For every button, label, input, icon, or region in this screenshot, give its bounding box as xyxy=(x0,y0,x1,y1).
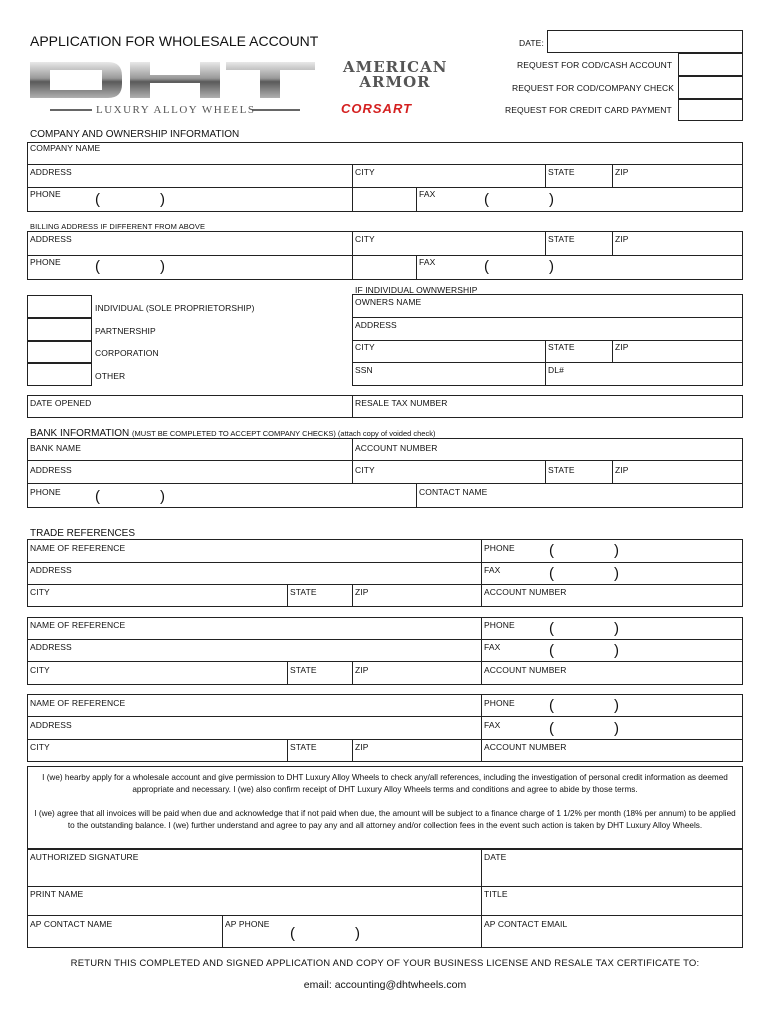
trade-3-city-label: CITY xyxy=(30,742,50,752)
trade-1-zip-label: ZIP xyxy=(355,587,369,597)
company-address-label: ADDRESS xyxy=(30,167,72,177)
billing-fax-paren-close: ) xyxy=(549,258,554,275)
signature-date-label: DATE xyxy=(484,852,507,862)
trade-2-name-label: NAME OF REFERENCE xyxy=(30,620,126,630)
bank-state-label: STATE xyxy=(548,465,575,475)
billing-phone-label: PHONE xyxy=(30,257,61,267)
billing-zip-label: ZIP xyxy=(615,234,629,244)
owner-city-label: CITY xyxy=(355,342,375,352)
page-title: APPLICATION FOR WHOLESALE ACCOUNT xyxy=(30,33,319,49)
trade-2-fax-paren-open: ( xyxy=(549,642,554,659)
trade-1-fax-paren-open: ( xyxy=(549,565,554,582)
trade-2-phone-paren-close: ) xyxy=(614,620,619,637)
ownership-other-checkbox[interactable] xyxy=(27,363,92,386)
trade-3-phone-label: PHONE xyxy=(484,698,515,708)
owner-address-label: ADDRESS xyxy=(355,320,397,330)
bank-phone-label: PHONE xyxy=(30,487,61,497)
bank-city-label: CITY xyxy=(355,465,375,475)
bank-address-label: ADDRESS xyxy=(30,465,72,475)
trade-section-title: TRADE REFERENCES xyxy=(30,528,136,539)
trade-3-address-label: ADDRESS xyxy=(30,720,72,730)
dht-logo-tagline: LUXURY ALLOY WHEELS xyxy=(96,104,256,116)
billing-fax-paren-open: ( xyxy=(484,258,489,275)
request-credit-card-label: REQUEST FOR CREDIT CARD PAYMENT xyxy=(505,105,672,115)
trade-3-fax-paren-open: ( xyxy=(549,720,554,737)
ap-contact-email-label: AP CONTACT EMAIL xyxy=(484,919,568,929)
company-fax-label: FAX xyxy=(419,189,436,199)
trade-3-account-label: ACCOUNT NUMBER xyxy=(484,742,567,752)
trade-3-zip-label: ZIP xyxy=(355,742,369,752)
trade-2-phone-label: PHONE xyxy=(484,620,515,630)
owners-name-label: OWNERS NAME xyxy=(355,297,422,307)
request-cod-cash-checkbox[interactable] xyxy=(678,53,743,76)
company-fax-paren-close: ) xyxy=(549,191,554,208)
company-fax-paren-open: ( xyxy=(484,191,489,208)
trade-1-phone-paren-open: ( xyxy=(549,542,554,559)
trade-1-fax-paren-close: ) xyxy=(614,565,619,582)
trade-2-zip-label: ZIP xyxy=(355,665,369,675)
bank-account-label: ACCOUNT NUMBER xyxy=(355,443,438,453)
ap-phone-paren-open: ( xyxy=(290,925,295,942)
american-armor-logo xyxy=(343,60,447,90)
ap-phone-label: AP PHONE xyxy=(225,919,270,929)
billing-state-label: STATE xyxy=(548,234,575,244)
trade-3-fax-paren-close: ) xyxy=(614,720,619,737)
request-cod-company-checkbox[interactable] xyxy=(678,76,743,99)
trade-2-state-label: STATE xyxy=(290,665,317,675)
individual-ownership-title: IF INDIVIDUAL OWNWERSHIP xyxy=(355,285,478,295)
billing-phone-paren-open: ( xyxy=(95,258,100,275)
bank-phone-paren-close: ) xyxy=(160,488,165,505)
trade-1-phone-label: PHONE xyxy=(484,543,515,553)
american-armor-line2: ARMOR xyxy=(359,73,431,91)
ap-phone-paren-close: ) xyxy=(355,925,360,942)
signature-block xyxy=(27,849,743,948)
trade-2-phone-paren-open: ( xyxy=(549,620,554,637)
trade-1-state-label: STATE xyxy=(290,587,317,597)
owner-state-label: STATE xyxy=(548,342,575,352)
authorized-signature-label: AUTHORIZED SIGNATURE xyxy=(30,852,139,862)
ap-contact-name-label: AP CONTACT NAME xyxy=(30,919,113,929)
ownership-other-label: OTHER xyxy=(95,371,126,381)
trade-2-city-label: CITY xyxy=(30,665,50,675)
bank-name-label: BANK NAME xyxy=(30,443,81,453)
trade-2-fax-label: FAX xyxy=(484,642,501,652)
return-instructions: RETURN THIS COMPLETED AND SIGNED APPLICATION AND COPY OF YOUR BUSINESS LICENSE AND RESALE TAX CERTIFICATE TO: xyxy=(70,958,700,969)
trade-1-phone-paren-close: ) xyxy=(614,542,619,559)
return-email: email: accounting@dhtwheels.com xyxy=(303,979,467,991)
bank-contact-label: CONTACT NAME xyxy=(419,487,488,497)
billing-phone-paren-close: ) xyxy=(160,258,165,275)
billing-city-label: CITY xyxy=(355,234,375,244)
trade-2-account-label: ACCOUNT NUMBER xyxy=(484,665,567,675)
request-cod-company-label: REQUEST FOR COD/COMPANY CHECK xyxy=(512,83,675,93)
corsart-logo: CORSART xyxy=(341,101,413,116)
print-name-label: PRINT NAME xyxy=(30,889,84,899)
trade-1-account-label: ACCOUNT NUMBER xyxy=(484,587,567,597)
bank-phone-paren-open: ( xyxy=(95,488,100,505)
date-opened-label: DATE OPENED xyxy=(30,398,92,408)
owner-dl-label: DL# xyxy=(548,365,564,375)
request-credit-card-checkbox[interactable] xyxy=(678,99,743,121)
trade-2-fax-paren-close: ) xyxy=(614,642,619,659)
request-cod-cash-label: REQUEST FOR COD/CASH ACCOUNT xyxy=(517,60,673,70)
terms-paragraph-2: I (we) agree that all invoices will be paid when due and acknowledge that if not paid when due, the amount will be subject to a finance charge of 1 1/2% per month (18% per annum) to be applied to the outstanding balance. I (we) further understand and agree to pay any and all attorney and/or collection fees in the event such action is taken by DHT Luxury Alloy Wheels. xyxy=(34,809,736,830)
trade-1-fax-label: FAX xyxy=(484,565,501,575)
billing-section-title: BILLING ADDRESS IF DIFFERENT FROM ABOVE xyxy=(30,222,206,231)
terms-paragraph-1: I (we) hearby apply for a wholesale account and give permission to DHT Luxury Alloy Wheels to check any/all references, including the investigation of personal credit information as deemed appropriate and necessary. I (we) also confirm receipt of DHT Luxury Alloy Wheels terms and conditions and agree to abide by those terms. xyxy=(42,773,728,794)
trade-3-state-label: STATE xyxy=(290,742,317,752)
american-armor-line1: AMERICAN xyxy=(343,58,448,76)
date-field[interactable] xyxy=(547,30,743,53)
trade-1-city-label: CITY xyxy=(30,587,50,597)
bank-section-note: (MUST BE COMPLETED TO ACCEPT COMPANY CHECKS) (attach copy of voided check) xyxy=(132,429,436,438)
company-section-title: COMPANY AND OWNERSHIP INFORMATION xyxy=(30,129,240,140)
trade-ref-2 xyxy=(27,617,743,685)
company-phone-paren-open: ( xyxy=(95,191,100,208)
company-state-label: STATE xyxy=(548,167,575,177)
company-zip-label: ZIP xyxy=(615,167,629,177)
trade-3-fax-label: FAX xyxy=(484,720,501,730)
trade-3-phone-paren-open: ( xyxy=(549,697,554,714)
ownership-partnership-checkbox[interactable] xyxy=(27,318,92,341)
bank-section-label: BANK INFORMATION xyxy=(30,428,130,439)
trade-ref-3 xyxy=(27,694,743,762)
company-name-label: COMPANY NAME xyxy=(30,143,101,153)
ownership-individual-label: INDIVIDUAL (SOLE PROPRIETORSHIP) xyxy=(95,303,255,313)
billing-address-label: ADDRESS xyxy=(30,234,72,244)
ownership-corporation-checkbox[interactable] xyxy=(27,341,92,363)
bank-zip-label: ZIP xyxy=(615,465,629,475)
trade-ref-1 xyxy=(27,539,743,607)
trade-3-name-label: NAME OF REFERENCE xyxy=(30,698,126,708)
trade-1-address-label: ADDRESS xyxy=(30,565,72,575)
company-phone-paren-close: ) xyxy=(160,191,165,208)
date-label: DATE: xyxy=(519,38,544,48)
ownership-partnership-label: PARTNERSHIP xyxy=(95,326,156,336)
resale-tax-label: RESALE TAX NUMBER xyxy=(355,398,448,408)
company-block xyxy=(27,142,743,212)
dht-logo xyxy=(30,58,315,120)
trade-3-phone-paren-close: ) xyxy=(614,697,619,714)
company-city-label: CITY xyxy=(355,167,375,177)
trade-1-name-label: NAME OF REFERENCE xyxy=(30,543,126,553)
title-label: TITLE xyxy=(484,889,508,899)
owner-zip-label: ZIP xyxy=(615,342,629,352)
trade-2-address-label: ADDRESS xyxy=(30,642,72,652)
ownership-corporation-label: CORPORATION xyxy=(95,348,159,358)
ownership-individual-checkbox[interactable] xyxy=(27,295,92,318)
billing-fax-label: FAX xyxy=(419,257,436,267)
owner-ssn-label: SSN xyxy=(355,365,373,375)
company-phone-label: PHONE xyxy=(30,189,61,199)
